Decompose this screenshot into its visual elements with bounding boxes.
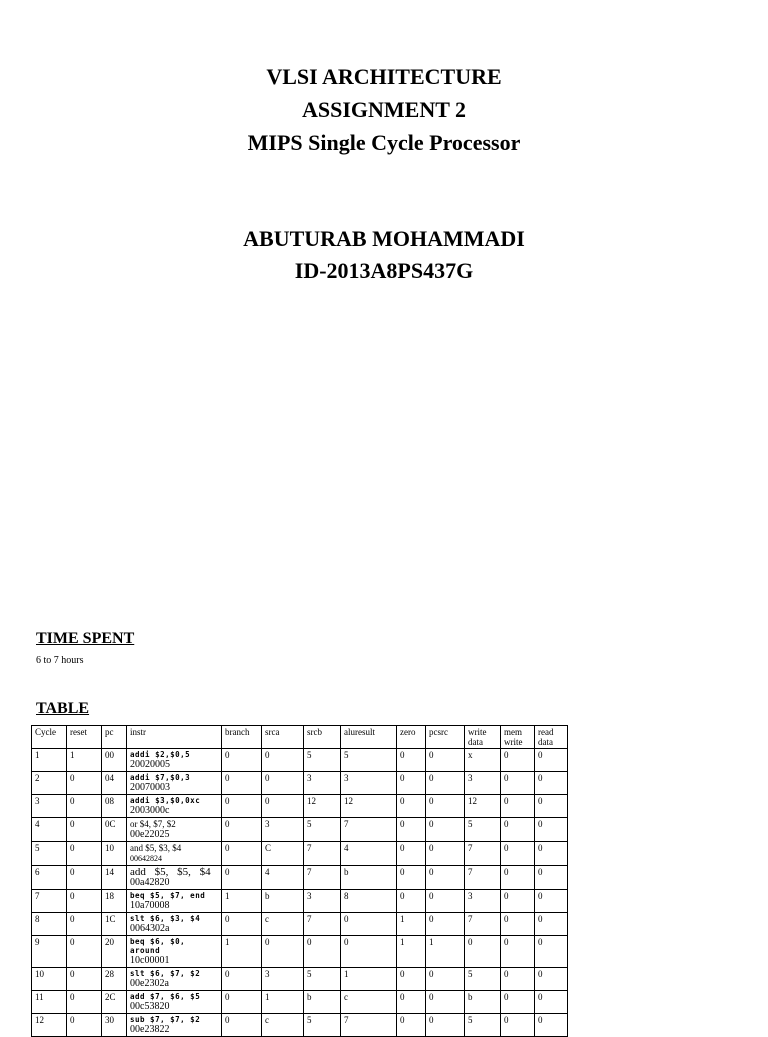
instr-hex: 10c00001 [130,955,170,966]
reset-cell: 0 [67,866,102,890]
memwrite-cell: 0 [501,936,535,968]
table-row [32,795,568,818]
cycle-cell: 5 [32,842,67,866]
table-row [32,890,568,913]
instr-hex: 00e22025 [130,829,170,840]
pc-cell: 30 [102,1014,127,1037]
aluresult-cell: 5 [341,749,397,772]
srcb-cell: 5 [304,1014,341,1037]
readdata-cell: 0 [535,991,568,1014]
srca-cell: c [262,913,304,936]
column-header: srcb [304,726,341,749]
column-header: read data [535,726,568,749]
srca-cell: 0 [262,936,304,968]
memwrite-cell: 0 [501,749,535,772]
aluresult-cell: b [341,866,397,890]
table-row [32,991,568,1014]
reset-cell: 0 [67,991,102,1014]
writedata-cell: 5 [465,1014,501,1037]
srca-cell: c [262,1014,304,1037]
zero-cell: 0 [397,842,426,866]
aluresult-cell: 12 [341,795,397,818]
instr-cell [127,968,222,991]
column-header: pc [102,726,127,749]
pcsrc-cell: 0 [426,1014,465,1037]
pcsrc-cell: 0 [426,818,465,842]
branch-cell: 0 [222,795,262,818]
readdata-cell: 0 [535,749,568,772]
writedata-cell: 0 [465,936,501,968]
cycle-cell: 7 [32,890,67,913]
table-row [32,749,568,772]
memwrite-cell: 0 [501,968,535,991]
srca-cell: 0 [262,749,304,772]
srcb-cell: 5 [304,818,341,842]
pcsrc-cell: 0 [426,772,465,795]
srca-cell: 4 [262,866,304,890]
instr-hex: 10a70008 [130,900,170,911]
time-spent-heading: TIME SPENT [36,630,135,647]
instr-asm: or $4, $7, $2 [130,819,176,829]
instr-asm: add $7, $6, $5 [130,992,201,1001]
srca-cell: 0 [262,772,304,795]
course-title: VLSI ARCHITECTURE [266,64,502,89]
zero-cell: 0 [397,818,426,842]
instr-cell [127,795,222,818]
readdata-cell: 0 [535,772,568,795]
instr-asm: addi $2,$0,5 [130,750,191,759]
pcsrc-cell: 0 [426,795,465,818]
pc-cell: 28 [102,968,127,991]
pcsrc-cell: 0 [426,866,465,890]
writedata-cell: 5 [465,968,501,991]
memwrite-cell: 0 [501,991,535,1014]
pc-cell: 14 [102,866,127,890]
cycle-cell: 11 [32,991,67,1014]
instr-asm: and $5, $3, $4 [130,843,182,853]
reset-cell: 0 [67,772,102,795]
aluresult-cell: 1 [341,968,397,991]
table-row [32,913,568,936]
table-row [32,968,568,991]
table-heading: TABLE [36,700,90,717]
cycle-cell: 6 [32,866,67,890]
readdata-cell: 0 [535,936,568,968]
writedata-cell: 3 [465,890,501,913]
srcb-cell: 0 [304,936,341,968]
zero-cell: 1 [397,913,426,936]
cycle-cell: 4 [32,818,67,842]
instr-cell [127,913,222,936]
writedata-cell: 12 [465,795,501,818]
writedata-cell: 5 [465,818,501,842]
srcb-cell: 5 [304,968,341,991]
readdata-cell: 0 [535,818,568,842]
instr-asm: slt $6, $3, $4 [130,914,201,923]
reset-cell: 0 [67,1014,102,1037]
cycle-cell: 8 [32,913,67,936]
srcb-cell: 7 [304,913,341,936]
instr-hex: 00c53820 [130,1001,170,1012]
table-row [32,936,568,968]
cycle-cell: 3 [32,795,67,818]
instr-hex: 00e2302a [130,978,169,989]
instr-cell [127,818,222,842]
pc-cell: 18 [102,890,127,913]
table-row [32,772,568,795]
memwrite-cell: 0 [501,913,535,936]
readdata-cell: 0 [535,795,568,818]
reset-cell: 0 [67,795,102,818]
readdata-cell: 0 [535,968,568,991]
table-body [32,749,568,1037]
column-header: pcsrc [426,726,465,749]
zero-cell: 1 [397,936,426,968]
pcsrc-cell: 0 [426,913,465,936]
column-header: srca [262,726,304,749]
instr-cell [127,991,222,1014]
branch-cell: 0 [222,866,262,890]
reset-cell: 0 [67,890,102,913]
srcb-cell: 5 [304,749,341,772]
branch-cell: 0 [222,818,262,842]
branch-cell: 1 [222,936,262,968]
instr-hex: 2003000c [130,805,170,816]
instr-asm: addi $3,$0,0xc [130,796,201,805]
table-row [32,1014,568,1037]
memwrite-cell: 0 [501,842,535,866]
document-title [0,60,768,159]
time-spent-text: 6 to 7 hours [36,655,84,666]
instr-hex: 00a42820 [130,877,170,888]
writedata-cell: x [465,749,501,772]
instr-cell [127,890,222,913]
instr-asm: sub $7, $7, $2 [130,1015,201,1024]
pcsrc-cell: 0 [426,842,465,866]
signal-table [31,725,568,1037]
memwrite-cell: 0 [501,1014,535,1037]
reset-cell: 1 [67,749,102,772]
instr-cell [127,866,222,890]
reset-cell: 0 [67,842,102,866]
srca-cell: 0 [262,795,304,818]
reset-cell: 0 [67,913,102,936]
pcsrc-cell: 1 [426,936,465,968]
srca-cell: b [262,890,304,913]
aluresult-cell: 8 [341,890,397,913]
srcb-cell: 7 [304,842,341,866]
instr-hex: 20020005 [130,759,170,770]
srcb-cell: 3 [304,772,341,795]
instr-asm: addi $7,$0,3 [130,773,191,782]
srcb-cell: 3 [304,890,341,913]
pcsrc-cell: 0 [426,968,465,991]
srca-cell: 3 [262,968,304,991]
aluresult-cell: 4 [341,842,397,866]
pc-cell: 04 [102,772,127,795]
aluresult-cell: 3 [341,772,397,795]
srca-cell: 3 [262,818,304,842]
aluresult-cell: 7 [341,1014,397,1037]
column-header: aluresult [341,726,397,749]
cycle-cell: 10 [32,968,67,991]
column-header: zero [397,726,426,749]
instr-cell [127,749,222,772]
column-header: write data [465,726,501,749]
aluresult-cell: 7 [341,818,397,842]
zero-cell: 0 [397,890,426,913]
aluresult-cell: 0 [341,913,397,936]
instr-hex: 20070003 [130,782,170,793]
instr-asm: beq $6, $0, around [130,937,186,955]
zero-cell: 0 [397,1014,426,1037]
branch-cell: 0 [222,1014,262,1037]
branch-cell: 1 [222,890,262,913]
aluresult-cell: c [341,991,397,1014]
writedata-cell: 7 [465,913,501,936]
writedata-cell: 7 [465,842,501,866]
writedata-cell: 3 [465,772,501,795]
srca-cell: 1 [262,991,304,1014]
table-header-row [32,726,568,749]
reset-cell: 0 [67,818,102,842]
branch-cell: 0 [222,968,262,991]
instr-hex: 00642824 [130,854,162,863]
instr-asm: beq $5, $7, end [130,891,206,900]
instr-hex: 0064302a [130,923,170,934]
cycle-cell: 9 [32,936,67,968]
zero-cell: 0 [397,772,426,795]
srcb-cell: 12 [304,795,341,818]
instr-cell [127,772,222,795]
cycle-cell: 2 [32,772,67,795]
table-row [32,842,568,866]
readdata-cell: 0 [535,842,568,866]
cycle-cell: 12 [32,1014,67,1037]
pc-cell: 0C [102,818,127,842]
branch-cell: 0 [222,913,262,936]
table-row [32,818,568,842]
column-header: mem write [501,726,535,749]
memwrite-cell: 0 [501,772,535,795]
column-header: reset [67,726,102,749]
srcb-cell: b [304,991,341,1014]
branch-cell: 0 [222,842,262,866]
column-header: branch [222,726,262,749]
memwrite-cell: 0 [501,818,535,842]
readdata-cell: 0 [535,866,568,890]
pcsrc-cell: 0 [426,890,465,913]
writedata-cell: 7 [465,866,501,890]
cycle-cell: 1 [32,749,67,772]
branch-cell: 0 [222,749,262,772]
zero-cell: 0 [397,991,426,1014]
zero-cell: 0 [397,749,426,772]
pcsrc-cell: 0 [426,749,465,772]
instr-cell [127,936,222,968]
instr-asm: slt $6, $7, $2 [130,969,201,978]
srcb-cell: 7 [304,866,341,890]
pcsrc-cell: 0 [426,991,465,1014]
project-title: MIPS Single Cycle Processor [247,130,521,155]
author-name: ABUTURAB MOHAMMADI [243,226,525,251]
branch-cell: 0 [222,772,262,795]
column-header: Cycle [32,726,67,749]
column-header: instr [127,726,222,749]
srca-cell: C [262,842,304,866]
readdata-cell: 0 [535,890,568,913]
pc-cell: 20 [102,936,127,968]
aluresult-cell: 0 [341,936,397,968]
memwrite-cell: 0 [501,795,535,818]
pc-cell: 00 [102,749,127,772]
reset-cell: 0 [67,936,102,968]
assignment-title: ASSIGNMENT 2 [301,97,467,122]
instr-cell [127,1014,222,1037]
instr-cell [127,842,222,866]
pc-cell: 08 [102,795,127,818]
readdata-cell: 0 [535,913,568,936]
pc-cell: 2C [102,991,127,1014]
branch-cell: 0 [222,991,262,1014]
instr-hex: 00e23822 [130,1024,170,1035]
table-row [32,866,568,890]
readdata-cell: 0 [535,1014,568,1037]
memwrite-cell: 0 [501,890,535,913]
writedata-cell: b [465,991,501,1014]
zero-cell: 0 [397,795,426,818]
author-block [0,223,768,287]
pc-cell: 10 [102,842,127,866]
author-id: ID-2013A8PS437G [294,258,474,283]
pc-cell: 1C [102,913,127,936]
memwrite-cell: 0 [501,866,535,890]
zero-cell: 0 [397,968,426,991]
zero-cell: 0 [397,866,426,890]
reset-cell: 0 [67,968,102,991]
instr-asm: add $5, $5, $4 [130,866,211,878]
